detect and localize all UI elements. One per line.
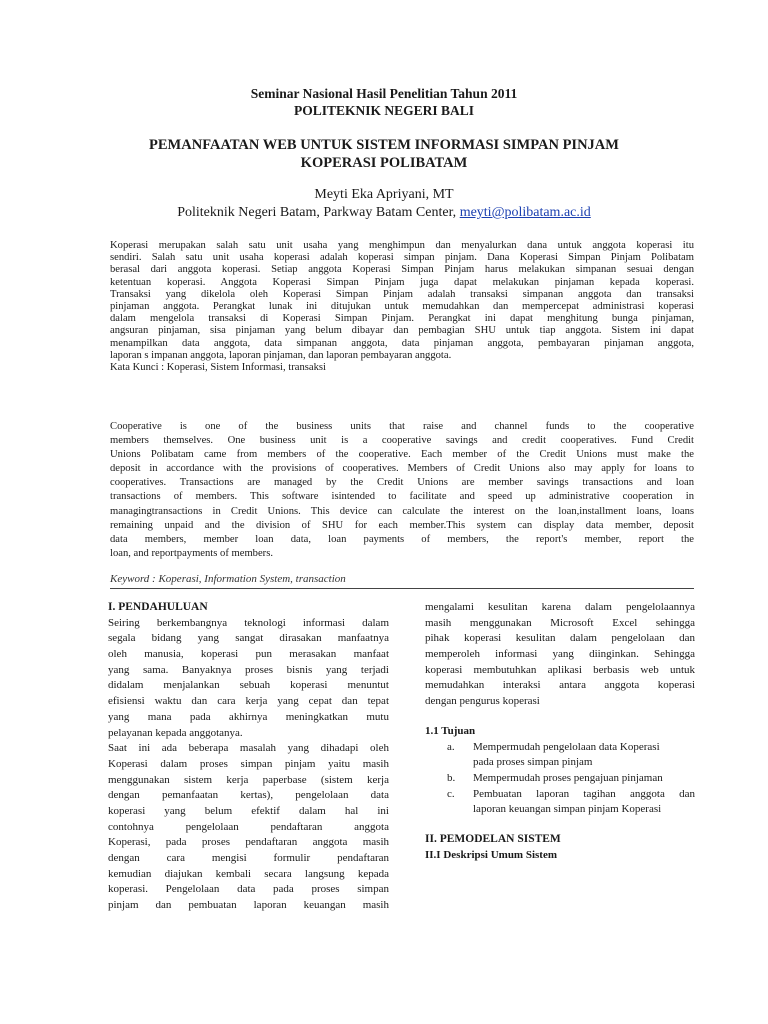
abstract-line: loan, and reportpayments of members. bbox=[110, 547, 273, 559]
goal-text: pada proses simpan pinjam bbox=[473, 756, 593, 769]
body-line: dengan pengurus koperasi bbox=[425, 695, 540, 708]
spacer bbox=[425, 818, 695, 832]
body-line: memperoleh informasi yang diinginkan. Sehingga bbox=[425, 648, 695, 661]
abstract-line: managingtransactions in Credit Unions. This device can calculate the interest on the loan,installment loans, loans bbox=[110, 505, 694, 517]
body-line: efisiensi waktu dan cara kerja yang cepat dan tepat bbox=[108, 695, 389, 708]
paper-title-line1: PEMANFAATAN WEB UNTUK SISTEM INFORMASI SIMPAN PINJAM bbox=[149, 137, 619, 153]
abstract-line: sendiri. Salah satu unit usaha koperasi adalah koperasi simpan pinjam. Dana Koperasi Simpan Pinjam Polibatam bbox=[110, 252, 694, 264]
body-line: dengan cara mengisi formulir pendaftaran bbox=[108, 852, 389, 864]
subheading-description: II.I Deskripsi Umum Sistem bbox=[425, 848, 558, 861]
section-heading-modeling: II. PEMODELAN SISTEM bbox=[425, 832, 561, 845]
institution-name: POLITEKNIK NEGERI BALI bbox=[293, 103, 475, 118]
body-line: Koperasi dalam proses simpan pinjam yaitu masih bbox=[108, 757, 389, 770]
goal-text: Mempermudah pengelolaan data Koperasi bbox=[473, 740, 660, 753]
author-affiliation bbox=[0, 205, 768, 221]
right-column bbox=[425, 600, 695, 863]
body-line: masih menggunakan Microsoft Excel sehingga bbox=[425, 616, 695, 629]
left-column bbox=[108, 600, 389, 914]
divider-line bbox=[110, 588, 694, 589]
body-line: koperasi yang belum efektif dalam hal ini bbox=[108, 804, 389, 817]
abstract-line: Unions Polibatam came from members of the cooperative. Each member of the Credit Unions must make the bbox=[110, 449, 694, 461]
spacer bbox=[425, 710, 695, 724]
goal-text: laporan keuangan simpan pinjam Koperasi bbox=[473, 803, 662, 816]
abstract-line: deposit in accordance with the provisions of cooperatives. Members of Credit Unions also may apply for loans to bbox=[110, 463, 694, 475]
paper-title-line2: KOPERASI POLIBATAM bbox=[300, 155, 468, 171]
body-line: koperasi membutuhkan aplikasi berbasis web untuk bbox=[425, 663, 695, 676]
body-line: koperasi. Pengelolaan data pada proses simpan bbox=[108, 883, 389, 896]
body-line: pelayanan kepada anggotanya. bbox=[108, 726, 243, 739]
body-line: Seiring berkembangnya teknologi informasi dalam bbox=[108, 616, 389, 629]
body-line: dengan pemanfaatan kertas), pengelolaan data bbox=[108, 789, 389, 802]
section-heading-intro: I. PENDAHULUAN bbox=[108, 601, 208, 613]
body-line: memudahkan interaksi antara anggota koperasi bbox=[425, 679, 695, 692]
abstract-line: angsuran pinjaman, sisa pinjaman yang belum dibayar dan pembagian SHU untuk tiap anggota. Sistem ini dapat bbox=[110, 325, 694, 337]
body-line: segala bidang yang sangat dirasakan manfaatnya bbox=[108, 632, 389, 645]
abstract-line: dalam mengelola transaksi di Koperasi Simpan Pinjam. Perangkat ini dapat menghitung bunga pinjaman, bbox=[110, 313, 694, 325]
goal-item-b bbox=[425, 771, 695, 787]
body-line: pinjam dan pembuatan laporan keuangan masih bbox=[108, 899, 389, 912]
subheading-tujuan: 1.1 Tujuan bbox=[425, 724, 476, 737]
body-line: yang mana pada akhirnya meningkatkan mutu bbox=[108, 710, 389, 723]
body-line: contohnya pengelolaan pendaftaran anggota bbox=[108, 820, 389, 833]
abstract-line: menampilkan data anggota, data simpanan anggota, data pinjaman anggota, pembayaran pinjaman anggota, bbox=[110, 337, 694, 349]
seminar-title: Seminar Nasional Hasil Penelitian Tahun 2011 bbox=[250, 86, 518, 101]
body-line: menggunakan sistem kerja paperbase (sistem kerja bbox=[108, 773, 389, 786]
abstract-line: cooperatives. Transactions are managed by the Credit Unions are member savings transactions and loan bbox=[110, 477, 694, 489]
body-line: Saat ini ada beberapa masalah yang dihadapi oleh bbox=[108, 742, 389, 755]
abstract-line: berasal dari anggota koperasi. Setiap anggota Koperasi Simpan Pinjam harus melakukan simpanan sesuai dengan bbox=[110, 264, 694, 276]
abstract-line: data members, member loan data, loan payments of members, the report's member, report the bbox=[110, 533, 694, 545]
abstract-line: ketentuan koperasi. Anggota Koperasi Simpan Pinjam juga dapat melakukan pinjaman kepada koperasi. bbox=[110, 276, 694, 288]
abstract-english bbox=[110, 420, 694, 561]
abstract-indonesian bbox=[110, 240, 694, 374]
body-line: Koperasi, pada proses pendaftaran anggota masih bbox=[108, 836, 389, 849]
list-marker: c. bbox=[447, 787, 455, 800]
list-marker: b. bbox=[447, 771, 456, 784]
abstract-line: Cooperative is one of the business units that raise and channel funds to the cooperative bbox=[110, 421, 694, 432]
abstract-line: pinjaman anggota. Perangkat lunak ini ditujukan untuk memudahkan dan mempercepat administrasi koperasi bbox=[110, 301, 694, 313]
goal-text: Mempermudah proses pengajuan pinjaman bbox=[473, 771, 663, 784]
abstract-line: Koperasi merupakan salah satu unit usaha yang menghimpun dan menyalurkan dana untuk anggota koperasi itu bbox=[110, 240, 694, 251]
goal-item-a bbox=[425, 740, 695, 771]
abstract-line: members themselves. One business unit is a cooperative savings and credit cooperatives. Fund Credit bbox=[110, 435, 694, 447]
goal-text: Pembuatan laporan tagihan anggota dan bbox=[473, 787, 695, 800]
body-line: yang sama. Banyaknya proses bisnis yang terjadi bbox=[108, 663, 389, 676]
list-marker: a. bbox=[447, 740, 455, 753]
body-line: didalam menjalankan sebuah koperasi menuntut bbox=[108, 679, 389, 692]
goal-item-c bbox=[425, 787, 695, 818]
abstract-line: laporan s impanan anggota, laporan pinjaman, dan laporan pembayaran anggota. bbox=[110, 349, 452, 361]
affiliation-text: Politeknik Negeri Batam, Parkway Batam Center, bbox=[177, 205, 460, 220]
body-line: oleh manusia, koperasi pun merasakan manfaat bbox=[108, 648, 389, 661]
body-line: mengalami kesulitan karena dalam pengelolaannya bbox=[425, 601, 695, 613]
keywords-english: Keyword : Koperasi, Information System, transaction bbox=[110, 573, 346, 585]
body-line: pihak koperasi kesulitan dalam pengelolaan dan bbox=[425, 632, 695, 645]
author-name: Meyti Eka Apriyani, MT bbox=[314, 187, 454, 202]
author-email-link[interactable]: meyti@polibatam.ac.id bbox=[459, 205, 591, 220]
abstract-line: Transaksi yang dikelola oleh Koperasi Simpan Pinjam adalah transaksi simpanan anggota dan transaksi bbox=[110, 288, 694, 300]
abstract-line: remaining unpaid and the division of SHU for each member.This system can display data member, deposit bbox=[110, 519, 694, 531]
keywords-indonesian: Kata Kunci : Koperasi, Sistem Informasi, transaksi bbox=[110, 362, 326, 374]
abstract-line: transactions of members. This software isintended to facilitate and speed up administrative cooperation in bbox=[110, 491, 694, 503]
body-line: kemudian diajukan kembali secara langsung kepada bbox=[108, 867, 389, 880]
